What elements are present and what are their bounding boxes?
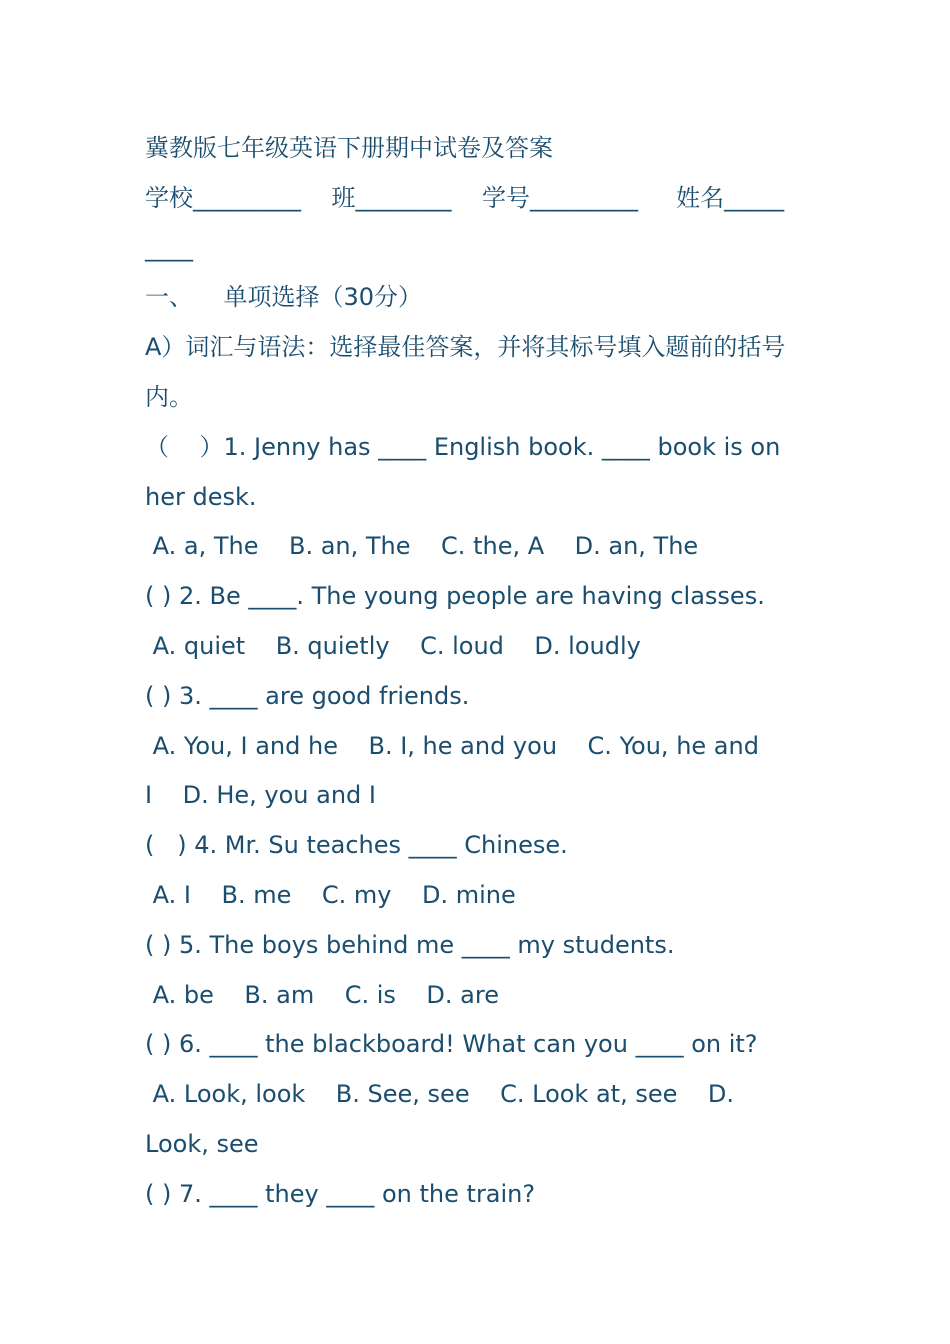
question-2-stem: ( ) 2. Be ____. The young people are having classes.	[145, 582, 765, 611]
question-6-stem: ( ) 6. ____ the blackboard! What can you ____ on it?	[145, 1030, 758, 1059]
question-3-stem: ( ) 3. ____ are good friends.	[145, 681, 470, 710]
section-heading: 一、 单项选择（30分）	[145, 283, 423, 312]
question-4-options: A. I B. me C. my D. mine	[145, 880, 516, 909]
question-7-stem: ( ) 7. ____ they ____ on the train?	[145, 1179, 536, 1208]
question-5-options: A. be B. am C. is D. are	[145, 980, 499, 1009]
question-3-options: A. You, I and he B. I, he and you C. You, he and	[145, 731, 759, 760]
question-list	[145, 423, 825, 1220]
question-1-stem: （ ）1. Jenny has ____ English book. ____ book is on	[145, 432, 781, 461]
question-6-options: A. Look, look B. See, see C. Look at, see D.	[145, 1080, 734, 1109]
student-info-line-continued: ____	[145, 233, 193, 262]
question-6-options: Look, see	[145, 1129, 259, 1158]
document-title: 冀教版七年级英语下册期中试卷及答案	[145, 134, 553, 162]
question-1-options: A. a, The B. an, The C. the, A D. an, The	[145, 532, 699, 561]
question-4-stem: ( ) 4. Mr. Su teaches ____ Chinese.	[145, 831, 568, 860]
question-1-stem: her desk.	[145, 482, 257, 511]
student-info-line: 学校_________ 班________ 学号_________ 姓名_____	[145, 183, 785, 212]
part-a-instructions: A）词汇与语法：选择最佳答案，并将其标号填入题前的括号	[145, 333, 786, 362]
document-body	[145, 124, 825, 1220]
part-a-instructions-continued: 内。	[145, 382, 193, 411]
question-3-options: I D. He, you and I	[145, 781, 376, 810]
question-2-options: A. quiet B. quietly C. loud D. loudly	[145, 631, 641, 660]
question-5-stem: ( ) 5. The boys behind me ____ my students.	[145, 930, 675, 959]
